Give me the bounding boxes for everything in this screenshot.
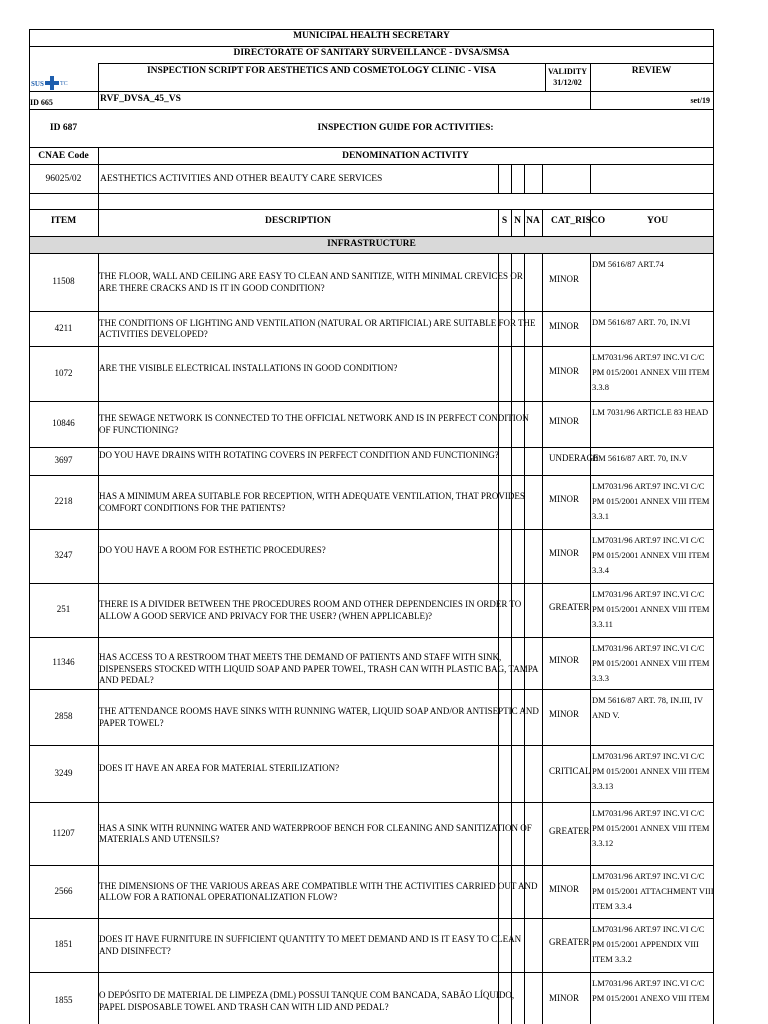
item-number: 2566: [54, 885, 73, 896]
risk-category: GREATER: [549, 825, 590, 836]
item-description: THE CONDITIONS OF LIGHTING AND VENTILATION (NATURAL OR ARTIFICIAL) ARE SUITABLE FOR THE ACTIVITIES DEVELOPED?: [99, 317, 536, 339]
validity-date: 31/12/02: [553, 78, 582, 87]
item-number: 1855: [54, 995, 73, 1005]
id-687: ID 687: [49, 123, 78, 133]
item-number: 251: [56, 604, 71, 614]
risk-category: MINOR: [549, 274, 580, 284]
item-number: 1072: [54, 367, 73, 378]
row-divider: [29, 529, 714, 530]
legal-reference: LM7031/96 ART.97 INC.VI C/C PM 015/2001 ANNEX VIII ITEM 3.3.12: [592, 808, 710, 848]
item-description: DOES IT HAVE AN AREA FOR MATERIAL STERILIZATION?: [99, 762, 340, 773]
col-divider: [498, 164, 499, 193]
item-number: 1851: [54, 939, 73, 949]
item-number: 11207: [52, 827, 75, 838]
cnae-label: CNAE Code: [38, 151, 89, 161]
col-s: S: [501, 216, 508, 226]
script-title: INSPECTION SCRIPT FOR AESTHETICS AND COSMETOLOGY CLINIC - VISA: [146, 66, 497, 76]
col-divider: [590, 253, 591, 1024]
legal-reference: LM7031/96 ART.97 INC.VI C/C PM 015/2001 ANNEX VIII ITEM 3.3.13: [592, 751, 710, 791]
legal-reference: DM 5616/87 ART. 78, IN.III, IV AND V.: [592, 695, 703, 720]
col-divider: [590, 164, 591, 193]
col-divider: [542, 253, 543, 1024]
risk-category: MINOR: [549, 655, 580, 665]
col-divider: [498, 209, 499, 236]
legal-reference: LM7031/96 ART.97 INC.VI C/C PM 015/2001 ANNEX VIII ITEM 3.3.4: [592, 535, 710, 575]
item-number: 3247: [54, 550, 73, 560]
item-description: DOES IT HAVE FURNITURE IN SUFFICIENT QUANTITY TO MEET DEMAND AND IS IT EASY TO CLEAN AND DISINFECT?: [99, 934, 522, 956]
risk-category: MINOR: [549, 709, 580, 719]
col-cat-risco: CAT_RISCO: [551, 216, 606, 226]
row-divider: [29, 346, 714, 347]
item-number: 4211: [54, 322, 73, 333]
risk-category: MINOR: [549, 883, 580, 894]
row-divider: [29, 475, 714, 476]
item-description: DO YOU HAVE DRAINS WITH ROTATING COVERS IN PERFECT CONDITION AND FUNCTIONING?: [99, 450, 499, 460]
col-divider: [590, 209, 591, 236]
legal-reference: LM 7031/96 ARTICLE 83 HEAD: [592, 407, 709, 417]
row-divider: [29, 865, 714, 866]
col-divider: [511, 164, 512, 193]
row-divider: [29, 689, 714, 690]
logo-suffix: TC: [60, 81, 68, 87]
legal-reference: LM7031/96 ART.97 INC.VI C/C PM 015/2001 ANNEX VIII ITEM 3.3.3: [592, 643, 710, 683]
col-divider: [524, 209, 525, 236]
cross-icon: [45, 76, 59, 90]
row-divider: [29, 972, 714, 973]
item-description: THERE IS A DIVIDER BETWEEN THE PROCEDURES ROOM AND OTHER DEPENDENCIES IN ORDER TO ALLOW A GOOD SERVICE AND PRIVACY FOR THE USER? (WHEN APPLICABLE)?: [99, 599, 522, 621]
legal-reference: LM7031/96 ART.97 INC.VI C/C PM 015/2001 ANNEX VIII ITEM 3.3.1: [592, 481, 710, 521]
sus-logo: [31, 76, 71, 92]
item-number: 11346: [52, 657, 75, 667]
review-value: set/19: [690, 96, 710, 105]
item-description: THE SEWAGE NETWORK IS CONNECTED TO THE OFFICIAL NETWORK AND IS IN PERFECT CONDITION OF FUNCTIONING?: [99, 413, 529, 435]
risk-category: MINOR: [549, 993, 580, 1003]
risk-category: UNDERAGE: [549, 453, 599, 463]
legal-reference: LM7031/96 ART.97 INC.VI C/C PM 015/2001 ANNEX VIII ITEM 3.3.8: [592, 352, 710, 392]
review-label: REVIEW: [631, 66, 672, 76]
risk-category: MINOR: [549, 416, 580, 426]
item-description: HAS A MINIMUM AREA SUITABLE FOR RECEPTION, WITH ADEQUATE VENTILATION, THAT PROVIDES COMFORT CONDITIONS FOR THE PATIENTS?: [99, 491, 525, 513]
row-divider: [29, 447, 714, 448]
id-665: ID 665: [30, 98, 53, 107]
header-line1: MUNICIPAL HEALTH SECRETARY: [293, 31, 450, 41]
legal-reference: LM7031/96 ART.97 INC.VI C/C PM 015/2001 ANEXO VIII ITEM: [592, 978, 710, 1003]
risk-category: GREATER: [549, 937, 590, 947]
col-n: N: [514, 216, 521, 226]
row-divider: [29, 802, 714, 803]
denomination-label: DENOMINATION ACTIVITY: [342, 151, 469, 161]
row-divider: [29, 311, 714, 312]
risk-category: CRITICAL: [549, 765, 591, 776]
risk-category: MINOR: [549, 320, 580, 331]
item-description: HAS ACCESS TO A RESTROOM THAT MEETS THE DEMAND OF PATIENTS AND STAFF WITH SINK, DISPENSERS STOCKED WITH LIQUID SOAP AND PAPER TOWEL, TRASH CAN WITH PLASTIC BAG, TAMPA AND PEDAL?: [99, 652, 538, 685]
legal-reference: DM 5616/87 ART. 70, IN.V: [592, 453, 688, 463]
item-number: 2218: [54, 496, 73, 506]
col-description: DESCRIPTION: [265, 216, 331, 226]
col-na: NA: [526, 216, 540, 226]
risk-category: MINOR: [549, 494, 580, 504]
item-description: DO YOU HAVE A ROOM FOR ESTHETIC PROCEDURES?: [99, 545, 326, 555]
item-number: 3249: [54, 767, 73, 778]
legal-reference: DM 5616/87 ART.74: [592, 259, 664, 269]
row-divider: [29, 918, 714, 919]
risk-category: GREATER: [549, 602, 590, 612]
col-divider: [511, 209, 512, 236]
col-you: YOU: [646, 216, 669, 226]
item-description: ARE THE VISIBLE ELECTRICAL INSTALLATIONS IN GOOD CONDITION?: [99, 362, 398, 373]
validity-label: VALIDITY: [548, 67, 587, 76]
item-description: THE DIMENSIONS OF THE VARIOUS AREAS ARE COMPATIBLE WITH THE ACTIVITIES CARRIED OUT AND ALLOW FOR A RATIONAL OPERATIONALIZATION FLOW?: [99, 880, 538, 902]
row-divider: [29, 637, 714, 638]
item-number: 3697: [54, 455, 73, 465]
item-number: 11508: [52, 276, 75, 286]
activity-value: AESTHETICS ACTIVITIES AND OTHER BEAUTY CARE SERVICES: [100, 174, 383, 184]
col-divider: [524, 164, 525, 193]
item-description: HAS A SINK WITH RUNNING WATER AND WATERPROOF BENCH FOR CLEANING AND SANITIZATION OF MATERIALS AND UTENSILS?: [99, 822, 532, 844]
item-number: 10846: [52, 418, 75, 428]
risk-category: MINOR: [549, 365, 580, 376]
form-code: RVF_DVSA_45_VS: [100, 94, 181, 104]
guide-title: INSPECTION GUIDE FOR ACTIVITIES:: [317, 123, 494, 133]
item-description: THE FLOOR, WALL AND CEILING ARE EASY TO CLEAN AND SANITIZE, WITH MINIMAL CREVICES OR ARE THERE CRACKS AND IS IT IN GOOD CONDITION?: [99, 271, 523, 293]
legal-reference: LM7031/96 ART.97 INC.VI C/C PM 015/2001 ATTACHMENT VIII ITEM 3.3.4: [592, 871, 714, 911]
item-description: O DEPÓSITO DE MATERIAL DE LIMPEZA (DML) POSSUI TANQUE COM BANCADA, SABÃO LÍQUIDO, PAPEL DISPOSABLE TOWEL AND TRASH CAN WITH LID AND PEDAL?: [99, 990, 515, 1012]
logo-text: SUS: [31, 80, 44, 88]
row-divider: [29, 583, 714, 584]
item-number: 2858: [54, 711, 73, 721]
cnae-value: 96025/02: [45, 174, 82, 184]
section-infrastructure: INFRASTRUCTURE: [327, 239, 416, 249]
col-divider: [542, 164, 543, 193]
row-divider: [29, 401, 714, 402]
item-description: THE ATTENDANCE ROOMS HAVE SINKS WITH RUNNING WATER, LIQUID SOAP AND/OR ANTISEPTIC AND PAPER TOWEL?: [99, 706, 539, 728]
row-divider: [29, 745, 714, 746]
header-line2: DIRECTORATE OF SANITARY SURVEILLANCE - DVSA/SMSA: [233, 48, 510, 58]
legal-reference: LM7031/96 ART.97 INC.VI C/C PM 015/2001 APPENDIX VIII ITEM 3.3.2: [592, 924, 705, 964]
legal-reference: LM7031/96 ART.97 INC.VI C/C PM 015/2001 ANNEX VIII ITEM 3.3.11: [592, 589, 710, 629]
col-item: ITEM: [50, 216, 77, 226]
col-divider: [542, 209, 543, 236]
risk-category: MINOR: [549, 548, 580, 558]
legal-reference: DM 5616/87 ART. 70, IN.VI: [592, 317, 691, 327]
